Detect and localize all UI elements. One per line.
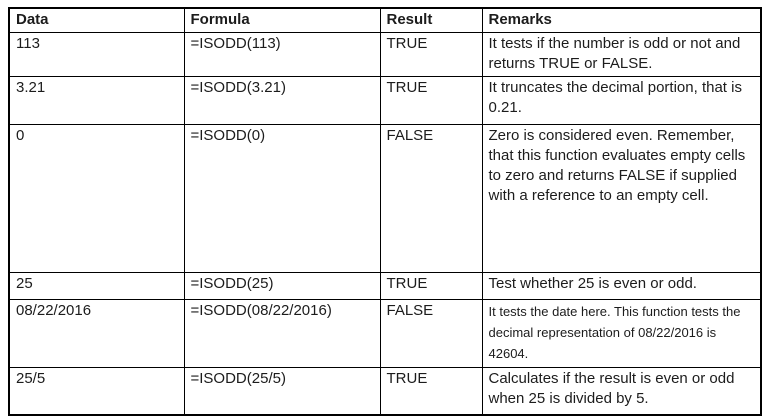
cell-remarks: Zero is considered even. Remember, that this function evaluates empty cells to zero and returns FALSE if supplied with a reference to an empty cell.	[482, 125, 761, 273]
column-header-data: Data	[9, 8, 184, 33]
cell-remarks: It tests the date here. This function tests the decimal representation of 08/22/2016 is 42604.	[482, 300, 761, 368]
table-row	[9, 125, 761, 273]
table-row	[9, 77, 761, 125]
cell-formula: =ISODD(25/5)	[184, 368, 380, 415]
table-row	[9, 273, 761, 300]
cell-result: TRUE	[380, 77, 482, 125]
cell-formula: =ISODD(08/22/2016)	[184, 300, 380, 368]
cell-data: 08/22/2016	[9, 300, 184, 368]
cell-formula: =ISODD(25)	[184, 273, 380, 300]
column-header-remarks: Remarks	[482, 8, 761, 33]
cell-result: FALSE	[380, 300, 482, 368]
column-header-formula: Formula	[184, 8, 380, 33]
table-row	[9, 33, 761, 77]
cell-result: TRUE	[380, 368, 482, 415]
cell-data: 25/5	[9, 368, 184, 415]
cell-result: TRUE	[380, 273, 482, 300]
table-row	[9, 300, 761, 368]
cell-remarks: Test whether 25 is even or odd.	[482, 273, 761, 300]
cell-formula: =ISODD(0)	[184, 125, 380, 273]
cell-formula: =ISODD(3.21)	[184, 77, 380, 125]
cell-data: 25	[9, 273, 184, 300]
cell-formula: =ISODD(113)	[184, 33, 380, 77]
cell-remarks: It truncates the decimal portion, that is 0.21.	[482, 77, 761, 125]
cell-result: FALSE	[380, 125, 482, 273]
column-header-result: Result	[380, 8, 482, 33]
table-header-row	[9, 8, 761, 33]
cell-data: 3.21	[9, 77, 184, 125]
cell-data: 0	[9, 125, 184, 273]
table-row	[9, 368, 761, 415]
cell-remarks: Calculates if the result is even or odd when 25 is divided by 5.	[482, 368, 761, 415]
isodd-examples-table	[8, 7, 762, 416]
cell-remarks: It tests if the number is odd or not and returns TRUE or FALSE.	[482, 33, 761, 77]
cell-data: 113	[9, 33, 184, 77]
cell-result: TRUE	[380, 33, 482, 77]
